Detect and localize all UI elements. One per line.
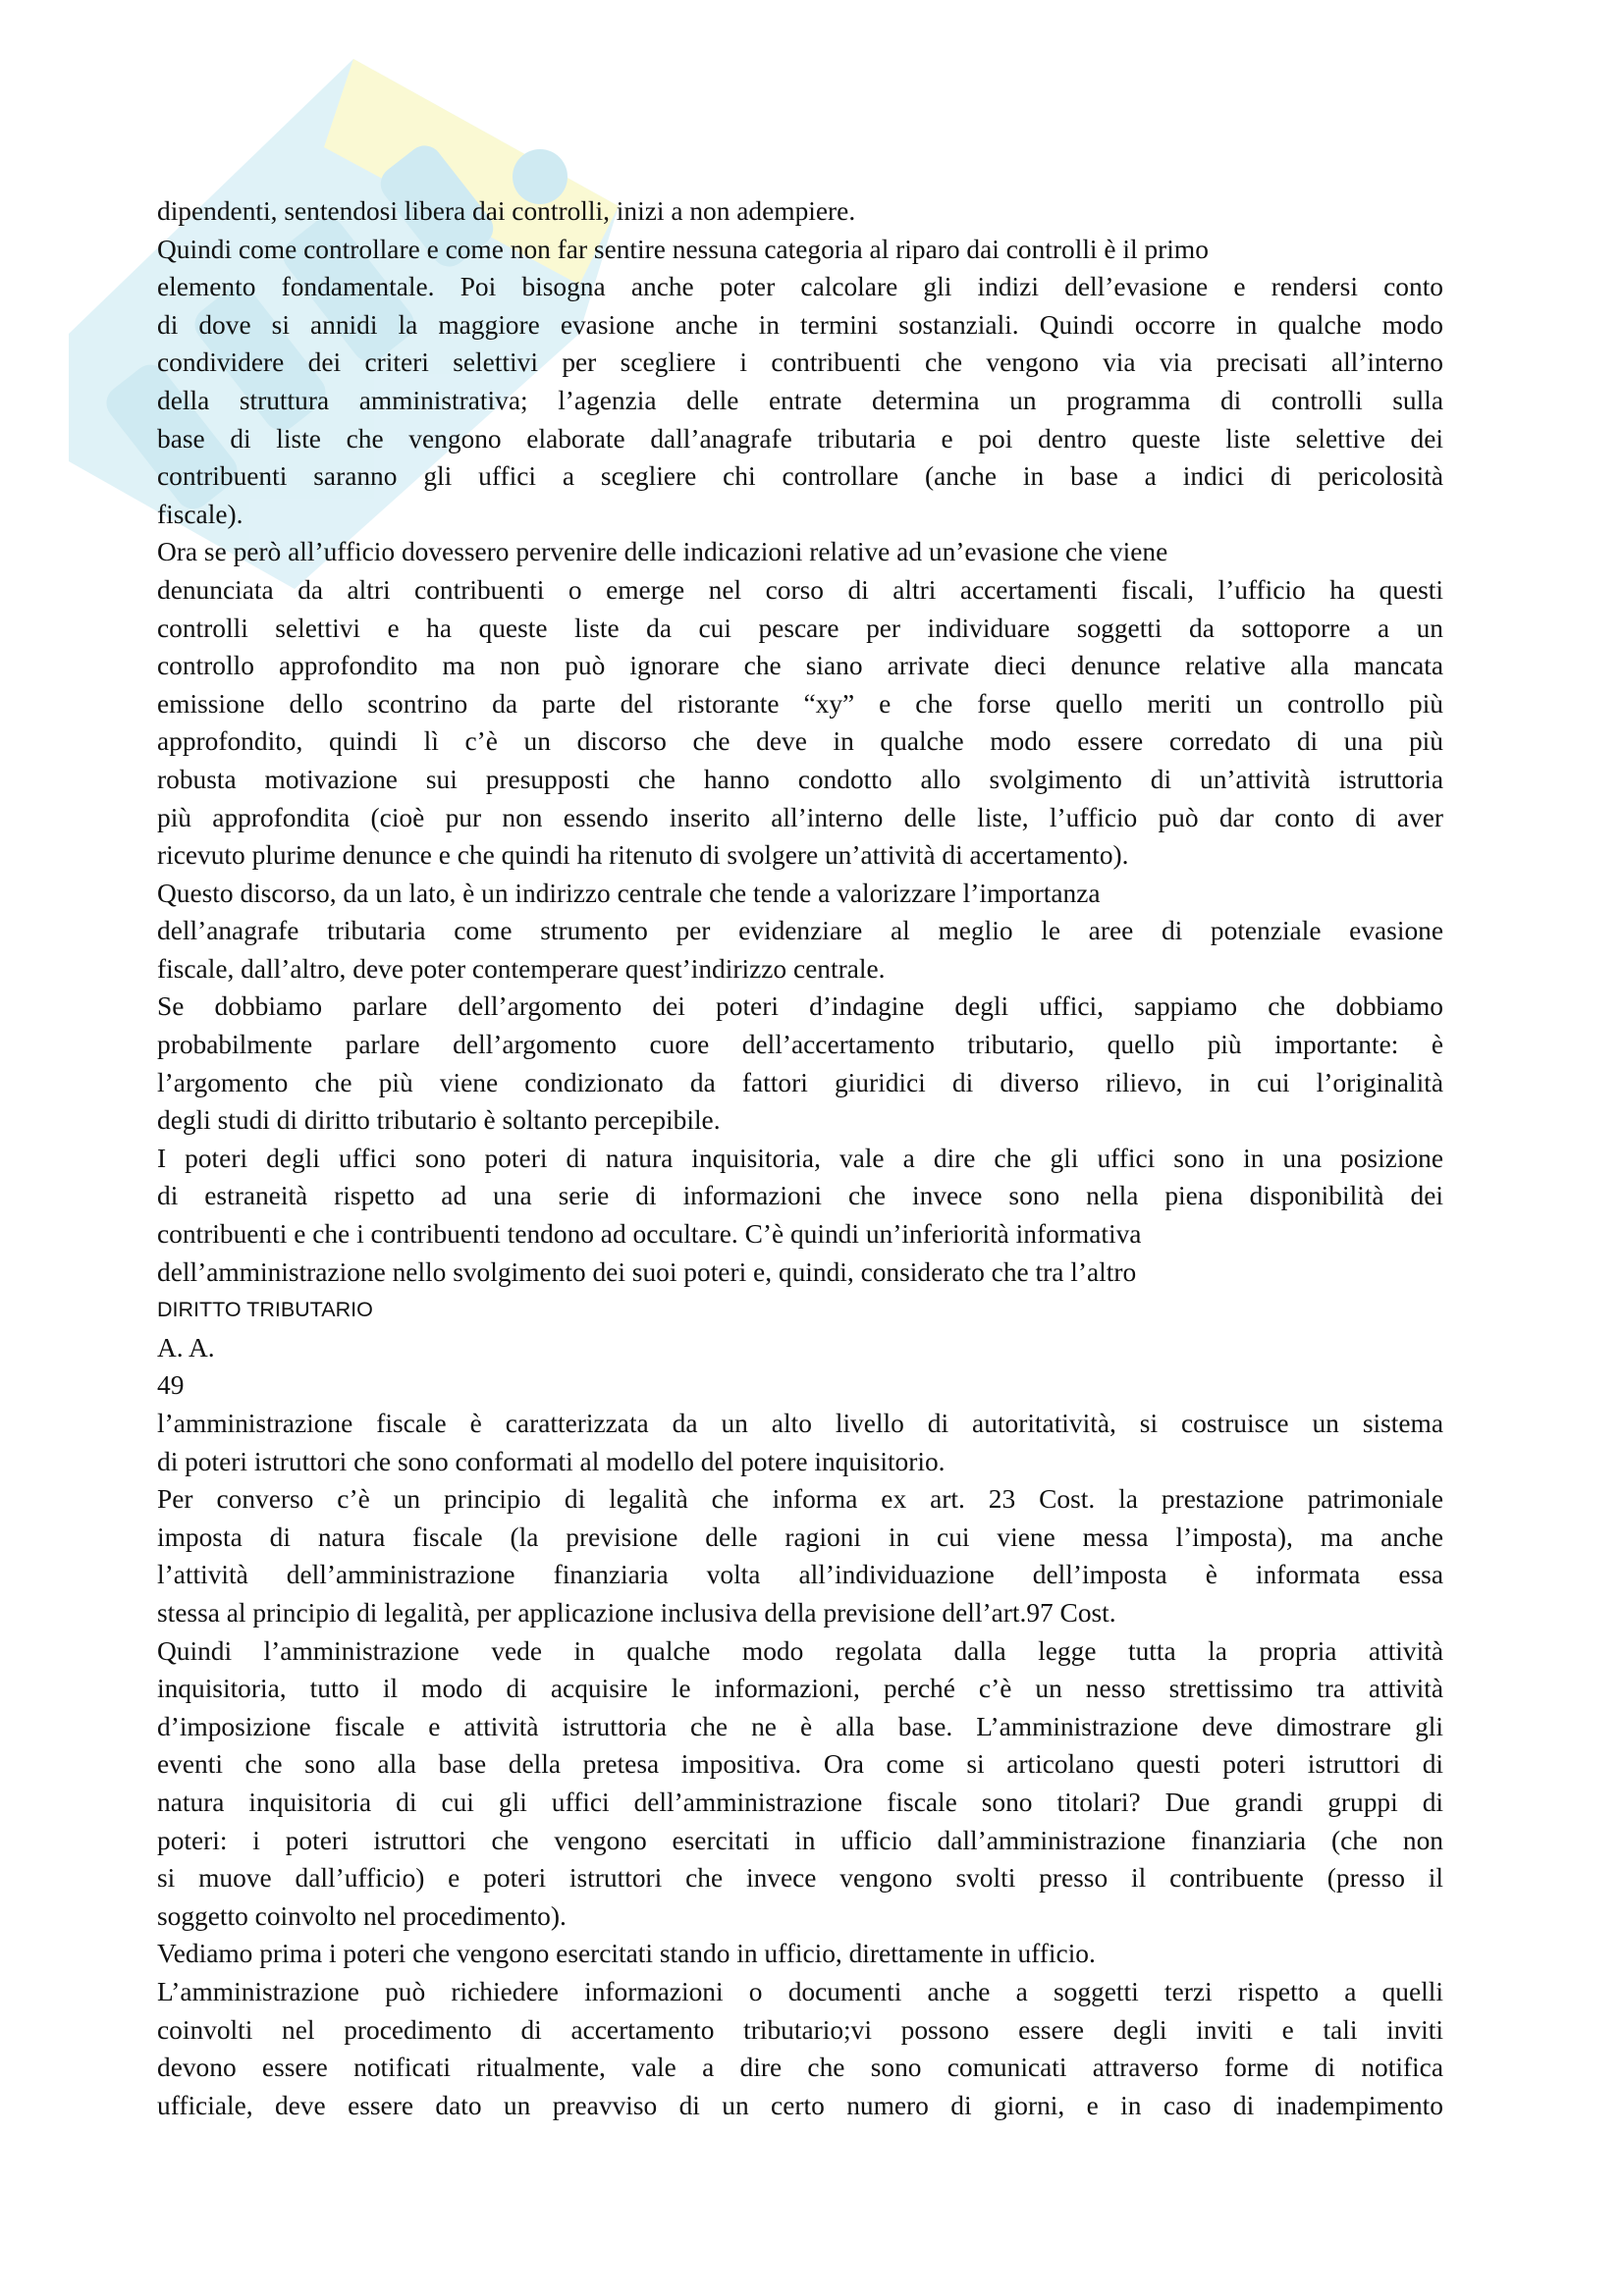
text-line: approfondito, quindi lì c’è un discorso che deve in qualche modo essere corredato di una più — [157, 726, 1443, 757]
text-line: Questo discorso, da un lato, è un indirizzo centrale che tende a valorizzare l’importanza — [157, 878, 1101, 908]
text-line: condividere dei criteri selettivi per scegliere i contribuenti che vengono via via precisati all’interno — [157, 347, 1443, 378]
text-line: l’attività dell’amministrazione finanziaria volta all’individuazione dell’imposta è informata essa — [157, 1560, 1443, 1590]
text-line: dell’amministrazione nello svolgimento dei suoi poteri e, quindi, considerato che tra l’altro — [157, 1256, 1137, 1287]
text-line: Quindi l’amministrazione vede in qualche modo regolata dalla legge tutta la propria attività — [157, 1635, 1443, 1666]
text-line: Vediamo prima i poteri che vengono esercitati stando in ufficio, direttamente in ufficio. — [157, 1939, 1096, 1969]
text-block-lower — [157, 1405, 1443, 2124]
text-line: d’imposizione fiscale e attività istruttoria che ne è alla base. L’amministrazione deve dimostrare gli — [157, 1711, 1443, 1741]
text-line: l’amministrazione fiscale è caratterizzata da un alto livello di autoritatività, si costruisce un sistema — [157, 1409, 1443, 1438]
text-block-upper — [157, 192, 1443, 1291]
text-line: Quindi come controllare e come non far sentire nessuna categoria al riparo dai controlli è il primo — [157, 234, 1209, 264]
text-line: contribuenti saranno gli uffici a scegliere chi controllare (anche in base a indici di pericolosità — [157, 461, 1443, 492]
text-line: di dove si annidi la maggiore evasione anche in termini sostanziali. Quindi occorre in qualche modo — [157, 309, 1443, 340]
text-line: eventi che sono alla base della pretesa impositiva. Ora come si articolano questi poteri istruttori di — [157, 1749, 1443, 1780]
text-line: ricevuto plurime denunce e che quindi ha ritenuto di svolgere un’attività di accertamento). — [157, 840, 1129, 871]
text-line: elemento fondamentale. Poi bisogna anche poter calcolare gli indizi dell’evasione e rendersi conto — [157, 272, 1443, 302]
text-line: natura inquisitoria di cui gli uffici dell’amministrazione fiscale sono titolari? Due grandi gruppi di — [157, 1787, 1443, 1817]
text-line: base di liste che vengono elaborate dall’anagrafe tributaria e poi dentro queste liste selettive dei — [157, 423, 1443, 454]
text-line: l’argomento che più viene condizionato da fattori giuridici di diverso rilievo, in cui l’originalità — [157, 1067, 1443, 1097]
text-line: robusta motivazione sui presupposti che hanno condotto allo svolgimento di un’attività istruttoria — [157, 764, 1443, 794]
text-line: degli studi di diritto tributario è soltanto percepibile. — [157, 1105, 721, 1136]
text-line: imposta di natura fiscale (la previsione delle ragioni in cui viene messa l’imposta), ma anche — [157, 1522, 1443, 1552]
text-line: denunciata da altri contribuenti o emerge nel corso di altri accertamenti fiscali, l’ufficio ha questi — [157, 574, 1443, 605]
text-line: Ora se però all’ufficio dovessero pervenire delle indicazioni relative ad un’evasione che viene — [157, 537, 1168, 567]
text-line: ufficiale, deve essere dato un preavviso di un certo numero di giorni, e in caso di inadempimento — [157, 2090, 1443, 2120]
text-line: dell’anagrafe tributaria come strumento per evidenziare al meglio le aree di potenziale evasione — [157, 916, 1443, 946]
footer-page-number: 49 — [157, 1370, 185, 1401]
text-line: della struttura amministrativa; l’agenzia delle entrate determina un programma di controlli sulla — [157, 385, 1443, 415]
text-line: fiscale). — [157, 499, 243, 529]
document-page — [157, 192, 1443, 2124]
text-line: stessa al principio di legalità, per applicazione inclusiva della previsione dell’art.97 Cost. — [157, 1597, 1116, 1628]
text-line: di estraneità rispetto ad una serie di informazioni che invece sono nella piena disponibilità dei — [157, 1181, 1443, 1211]
text-line: di poteri istruttori che sono conformati al modello del potere inquisitorio. — [157, 1446, 946, 1476]
text-line: probabilmente parlare dell’argomento cuore dell’accertamento tributario, quello più importante: è — [157, 1030, 1443, 1060]
text-line: poteri: i poteri istruttori che vengono esercitati in ufficio dall’amministrazione finanziaria (che non — [157, 1825, 1443, 1855]
text-line: coinvolti nel procedimento di accertamento tributario;vi possono essere degli inviti e tali inviti — [157, 2014, 1443, 2045]
text-line: contribuenti e che i contribuenti tendono ad occultare. C’è quindi un’inferiorità informativa — [157, 1219, 1142, 1250]
text-line: Per converso c’è un principio di legalità che informa ex art. 23 Cost. la prestazione patrimoniale — [157, 1484, 1443, 1515]
text-line: inquisitoria, tutto il modo di acquisire le informazioni, perché c’è un nesso strettissimo tra attività — [157, 1674, 1443, 1704]
text-line: controllo approfondito ma non può ignorare che siano arrivate dieci denunce relative alla mancata — [157, 651, 1443, 681]
text-line: emissione dello scontrino da parte del ristorante “xy” e che forse quello meriti un controllo più — [157, 688, 1443, 719]
footer-academic-year: A. A. — [157, 1332, 215, 1362]
text-line: si muove dall’ufficio) e poteri istruttori che invece vengono svolti presso il contribuente (presso il — [157, 1863, 1443, 1894]
text-line: dipendenti, sentendosi libera dai controlli, inizi a non adempiere. — [157, 196, 856, 226]
text-line: devono essere notificati ritualmente, vale a dire che sono comunicati attraverso forme di notifica — [157, 2053, 1443, 2083]
text-line: Se dobbiamo parlare dell’argomento dei poteri d’indagine degli uffici, sappiamo che dobbiamo — [157, 991, 1443, 1022]
text-line: più approfondita (cioè pur non essendo inserito all’interno delle liste, l’ufficio può dar conto di aver — [157, 802, 1443, 832]
text-line: fiscale, dall’altro, deve poter contemperare quest’indirizzo centrale. — [157, 953, 886, 984]
text-line: L’amministrazione può richiedere informazioni o documenti anche a soggetti terzi rispetto a quelli — [157, 1976, 1443, 2006]
page-footer — [157, 1291, 1443, 1405]
footer-course-title: DIRITTO TRIBUTARIO — [157, 1298, 373, 1322]
text-line: soggetto coinvolto nel procedimento). — [157, 1900, 567, 1931]
text-line: controlli selettivi e ha queste liste da cui pescare per individuare soggetti da sottoporre a un — [157, 613, 1443, 643]
text-line: I poteri degli uffici sono poteri di natura inquisitoria, vale a dire che gli uffici sono in una posizione — [157, 1143, 1443, 1173]
